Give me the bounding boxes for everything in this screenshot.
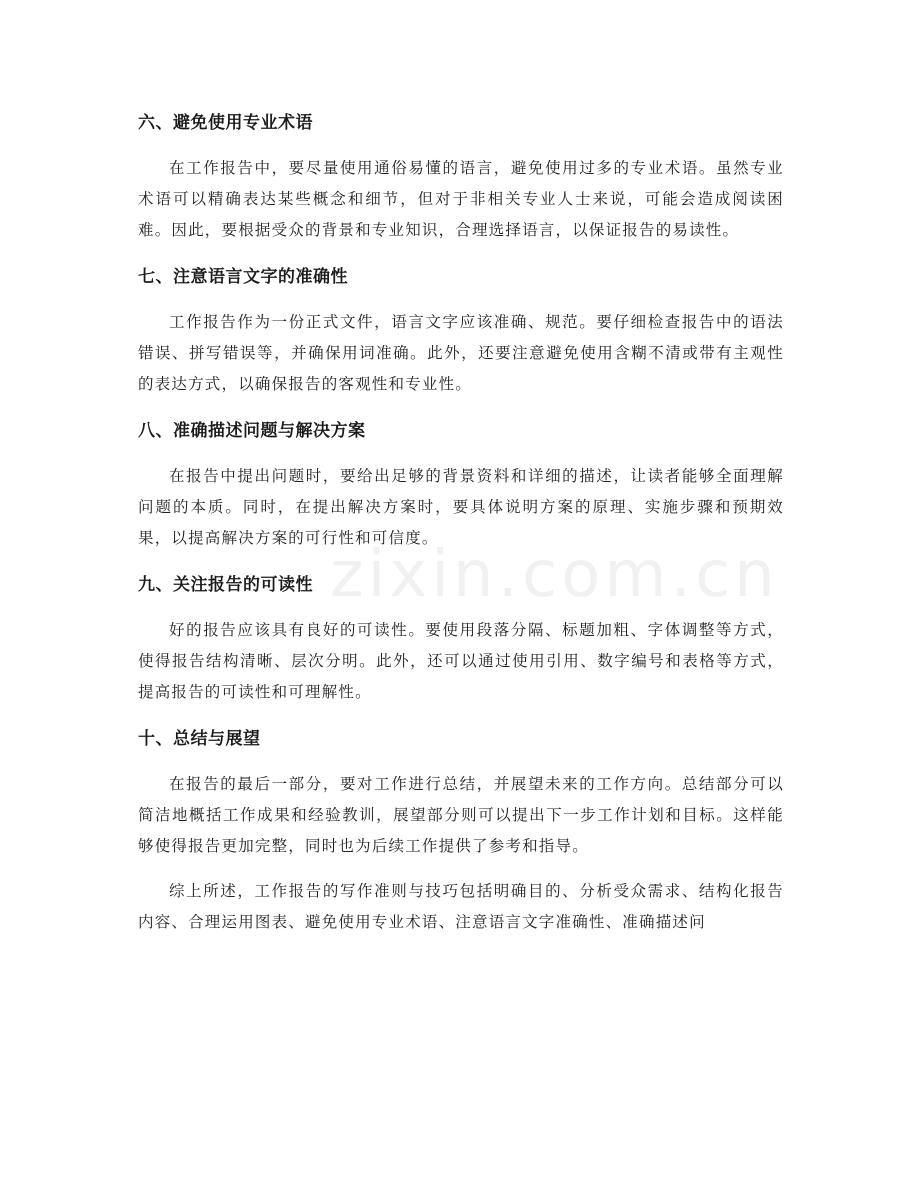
section-heading: 六、避免使用专业术语 xyxy=(138,113,313,133)
document-body xyxy=(138,106,784,952)
section-heading: 七、注意语言文字的准确性 xyxy=(138,267,348,287)
section-paragraph: 在工作报告中，要尽量使用通俗易懂的语言，避免使用过多的专业术语。虽然专业术语可以精确表达某些概念和细节，但对于非相关专业人士来说，可能会造成阅读困难。因此，要根据受众的背景和专业知识，合理选择语言，以保证报告的易读性。 xyxy=(138,159,784,239)
section-paragraph: 在报告的最后一部分，要对工作进行总结，并展望未来的工作方向。总结部分可以简洁地概括工作成果和经验教训，展望部分则可以提出下一步工作计划和目标。这样能够使得报告更加完整，同时也为后续工作提供了参考和指导。 xyxy=(138,775,784,855)
section-paragraph: 工作报告作为一份正式文件，语言文字应该准确、规范。要仔细检查报告中的语法错误、拼写错误等，并确保用词准确。此外，还要注意避免使用含糊不清或带有主观性的表达方式，以确保报告的客观性和专业性。 xyxy=(138,313,784,393)
section-10 xyxy=(138,722,784,862)
section-heading: 九、关注报告的可读性 xyxy=(138,575,313,595)
section-heading: 八、准确描述问题与解决方案 xyxy=(138,421,366,441)
section-heading: 十、总结与展望 xyxy=(138,729,261,749)
section-paragraph: 在报告中提出问题时，要给出足够的背景资料和详细的描述，让读者能够全面理解问题的本质。同时，在提出解决方案时，要具体说明方案的原理、实施步骤和预期效果，以提高解决方案的可行性和可信度。 xyxy=(138,467,784,547)
section-6 xyxy=(138,106,784,246)
conclusion-paragraph: 综上所述，工作报告的写作准则与技巧包括明确目的、分析受众需求、结构化报告内容、合理运用图表、避免使用专业术语、注意语言文字准确性、准确描述问 xyxy=(138,882,784,931)
section-paragraph: 好的报告应该具有良好的可读性。要使用段落分隔、标题加粗、字体调整等方式，使得报告结构清晰、层次分明。此外，还可以通过使用引用、数字编号和表格等方式，提高报告的可读性和可理解性。 xyxy=(138,621,784,701)
section-8 xyxy=(138,414,784,554)
section-9 xyxy=(138,568,784,708)
watermark: zixin.com.cn xyxy=(330,538,779,612)
section-7 xyxy=(138,260,784,400)
